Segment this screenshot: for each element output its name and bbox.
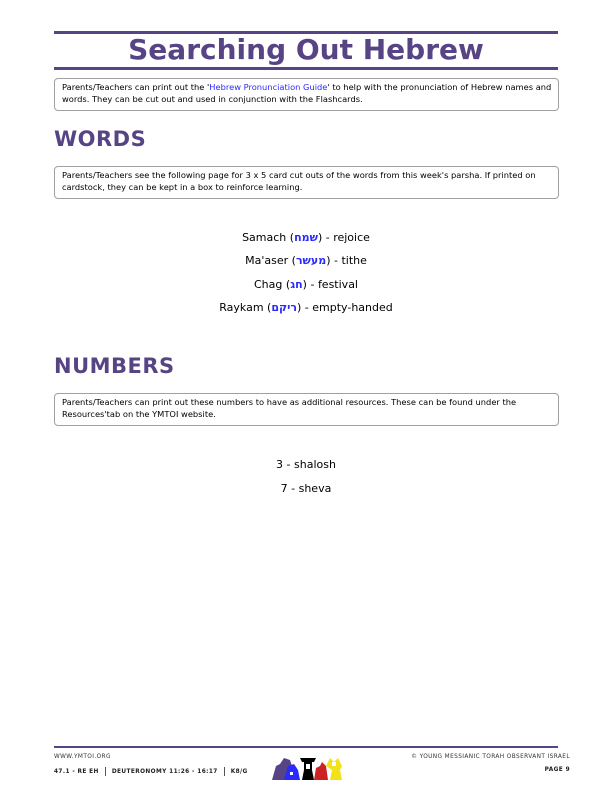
- word-hebrew: שמח: [294, 231, 318, 244]
- number-digit: 7: [280, 482, 288, 495]
- footer-separator: [224, 767, 225, 776]
- dash: -: [283, 458, 295, 471]
- numbers-list: [54, 453, 558, 501]
- word-translit: Ma'aser: [245, 254, 289, 268]
- word-meaning: rejoice: [333, 231, 370, 244]
- title-bottom-rule: [54, 67, 558, 70]
- number-item: [54, 453, 558, 477]
- words-list: [54, 226, 558, 319]
- word-item: [54, 296, 558, 319]
- intro-note-text-after: ' to help with the pronunciation of Hebrew names and words. They can be cut out and used in conjunction with the Flashcards.: [62, 82, 552, 104]
- word-translit: Raykam: [219, 300, 264, 314]
- paren-close: ) -: [326, 254, 342, 268]
- paren-close: ) -: [302, 277, 318, 291]
- word-meaning: festival: [317, 277, 358, 291]
- word-meaning: empty-handed: [312, 300, 393, 314]
- number-word: sheva: [298, 482, 332, 495]
- footer-rule: [54, 746, 558, 748]
- paren-open: (: [288, 254, 296, 268]
- intro-note-text-before: Parents/Teachers can print out the ': [62, 82, 210, 92]
- word-item: [54, 273, 558, 296]
- footer-separator: [105, 767, 106, 776]
- number-digit: 3: [276, 458, 284, 471]
- footer-lesson-info: [54, 767, 248, 776]
- words-heading: WORDS: [54, 127, 147, 151]
- paren-close: ) -: [317, 231, 334, 244]
- number-word: shalosh: [294, 458, 336, 471]
- paren-open: (: [282, 277, 291, 291]
- paren-open: (: [286, 231, 295, 244]
- word-hebrew: ריקם: [271, 300, 297, 314]
- word-hebrew: מעשר: [295, 254, 327, 268]
- word-hebrew: חג: [290, 277, 303, 291]
- footer-lesson: 47.1 - RE EH: [54, 769, 99, 775]
- words-note-box: Parents/Teachers see the following page for 3 x 5 card cut outs of the words from this week's parsha. If printed on cardstock, they can be kept in a box to reinforce learning.: [54, 166, 559, 199]
- pronunciation-guide-link[interactable]: Hebrew Pronunciation Guide: [209, 82, 328, 92]
- paren-close: ) -: [296, 300, 313, 314]
- footer-left: [54, 754, 248, 776]
- numbers-note-box: Parents/Teachers can print out these numbers to have as additional resources. These can be found under the Resources'tab on the YMTOI website.: [54, 393, 559, 426]
- word-item: [54, 226, 558, 249]
- word-translit: Chag: [254, 277, 283, 291]
- dash: -: [287, 482, 299, 495]
- number-item: [54, 477, 558, 501]
- word-meaning: tithe: [341, 254, 367, 268]
- word-translit: Samach: [242, 231, 287, 244]
- page-title: Searching Out Hebrew: [128, 33, 484, 66]
- word-item: [54, 249, 558, 272]
- intro-note-box: [54, 78, 559, 111]
- footer-grade: K8/G: [230, 769, 248, 775]
- footer-website[interactable]: WWW.YMTOI.ORG: [54, 754, 111, 760]
- footer-reference: DEUTERONOMY 11:26 - 16:17: [111, 769, 218, 775]
- numbers-heading: NUMBERS: [54, 354, 175, 378]
- footer-right: [411, 754, 570, 773]
- paren-open: (: [263, 300, 272, 314]
- footer-page-number: PAGE 9: [544, 767, 570, 773]
- footer-copyright: © YOUNG MESSIANIC TORAH OBSERVANT ISRAEL: [411, 754, 570, 760]
- ymtoi-logo-icon: [270, 752, 350, 782]
